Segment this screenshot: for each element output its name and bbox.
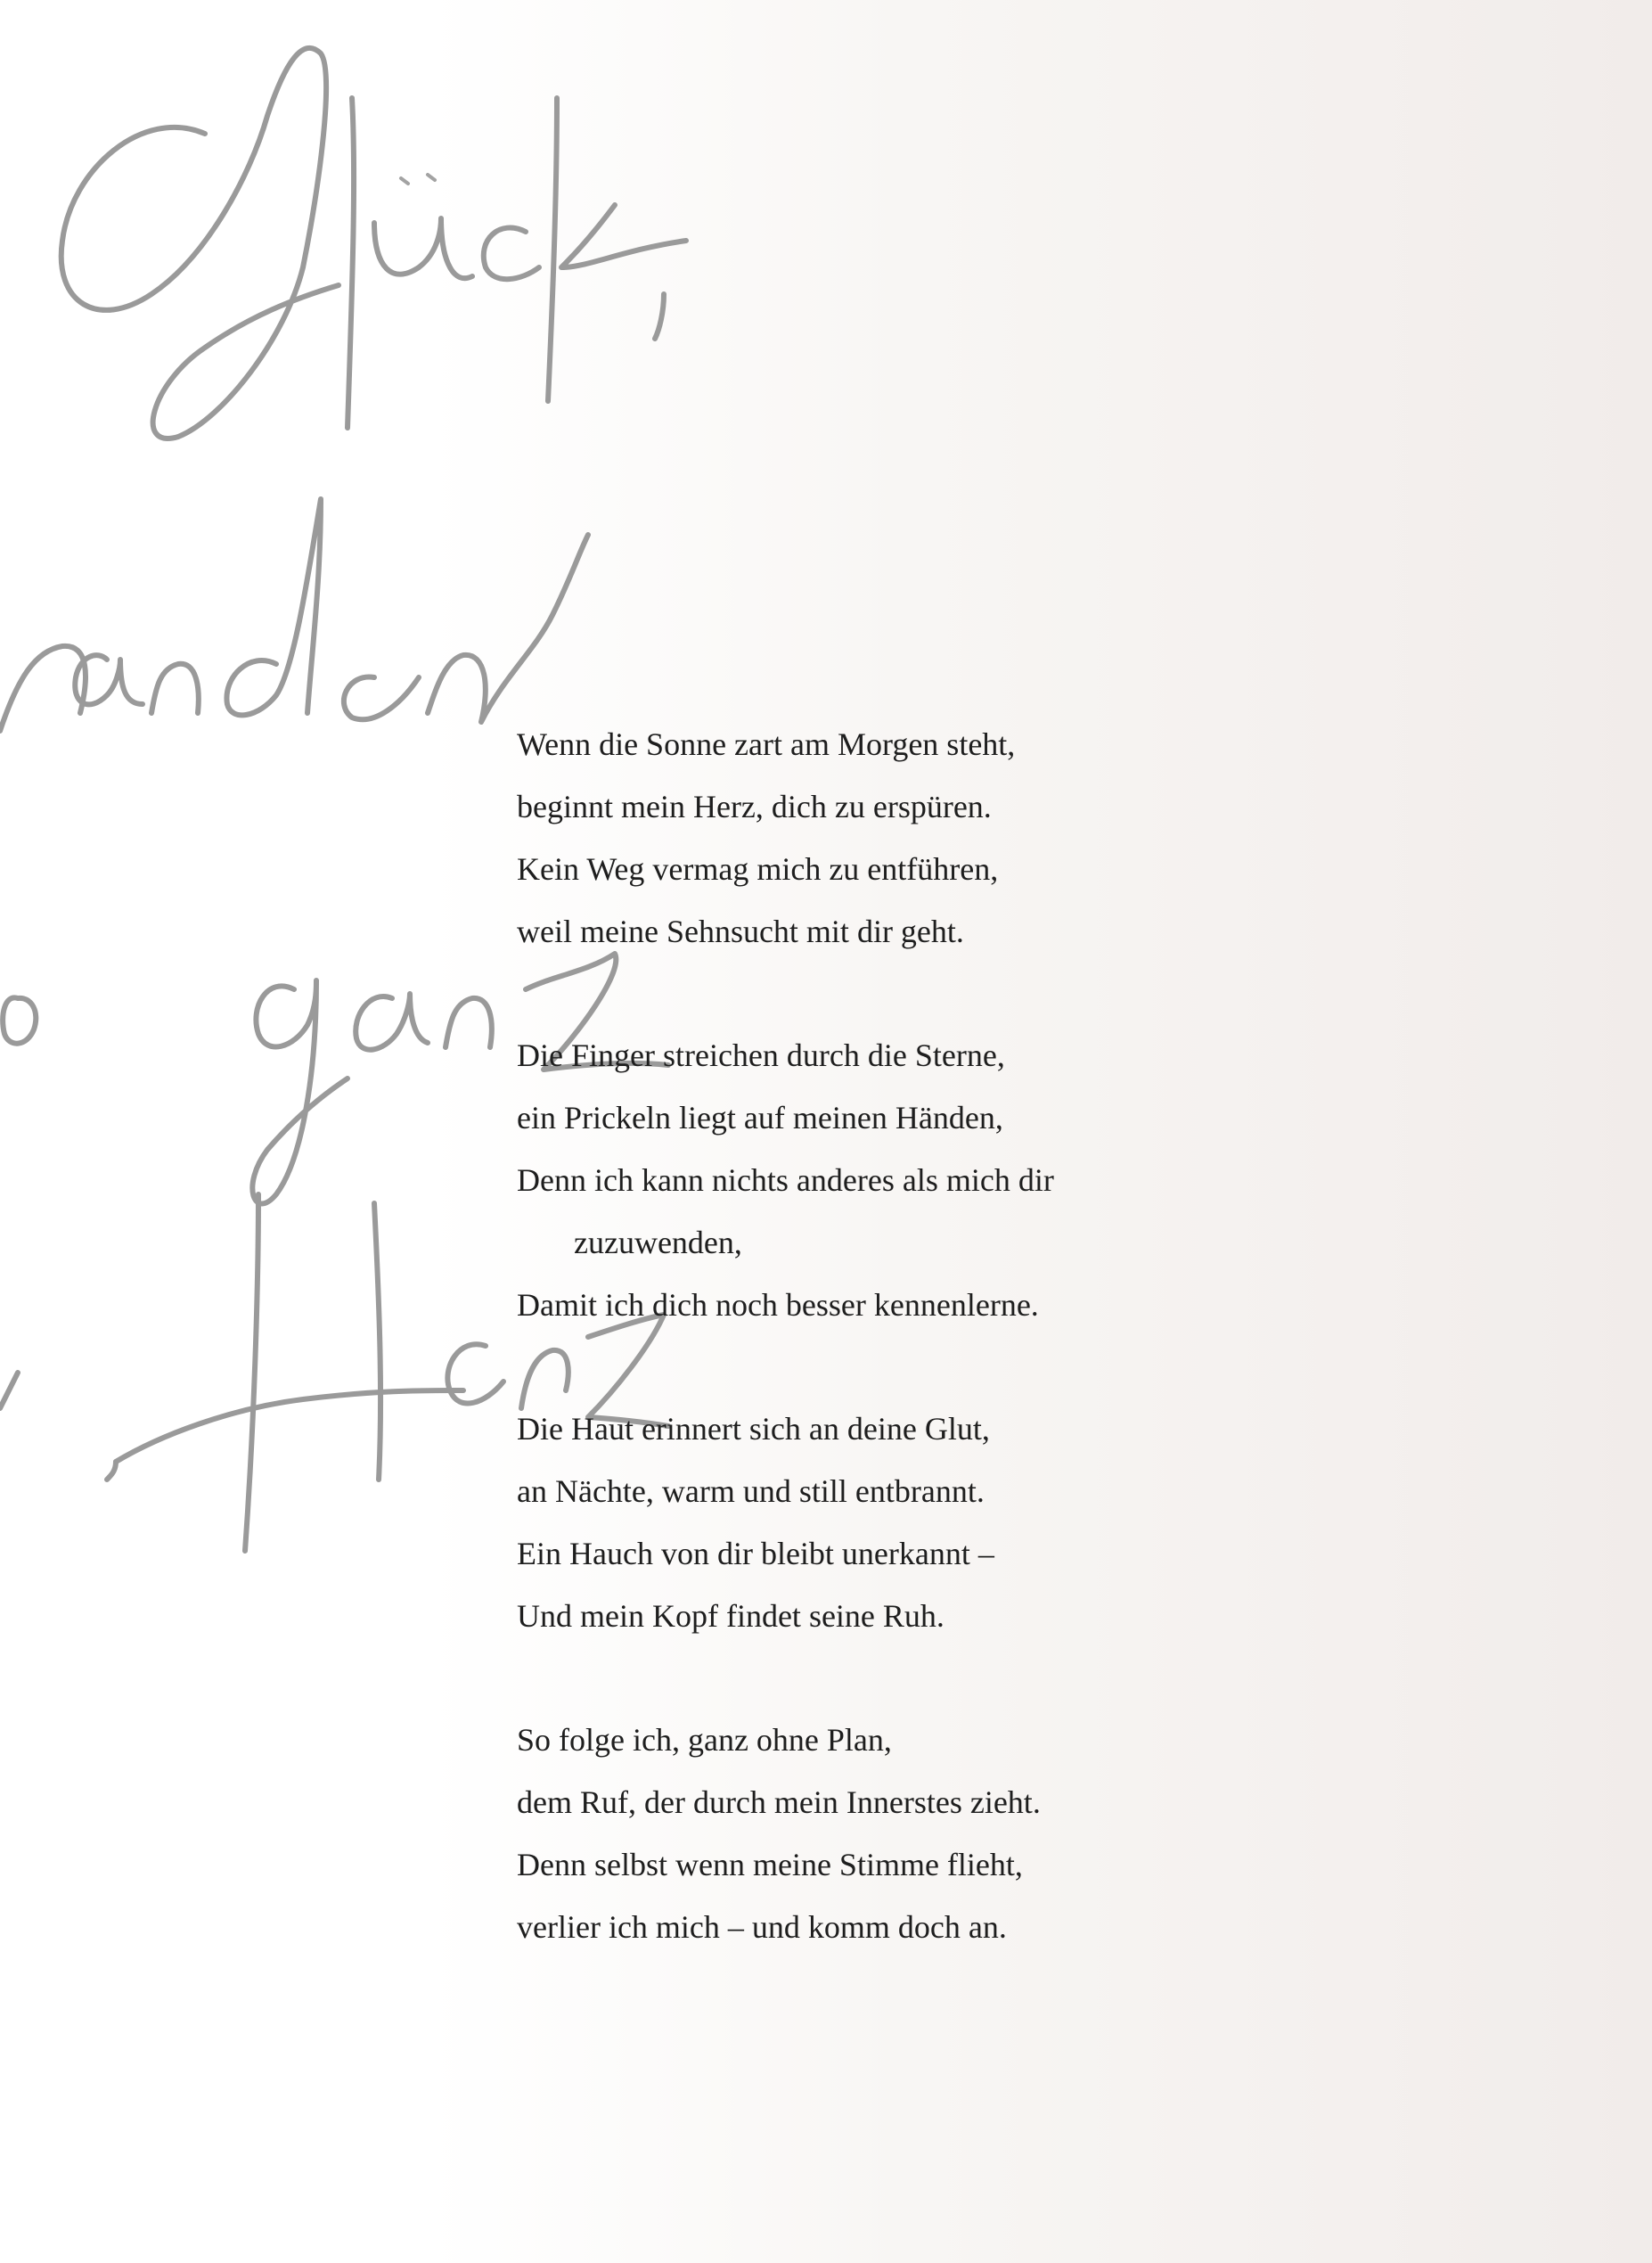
poem-line: Ein Hauch von dir bleibt unerkannt – [517,1536,994,1571]
poem-line: dem Ruf, der durch mein Innerstes zieht. [517,1784,1041,1820]
stanza-1 [517,713,1194,963]
stanza-2 [517,1024,1194,1336]
poem-line: Und mein Kopf findet seine Ruh. [517,1598,945,1634]
poem-line: an Nächte, warm und still entbrannt. [517,1473,985,1509]
stanza-3 [517,1398,1194,1647]
poem-line: beginnt mein Herz, dich zu erspüren. [517,789,992,824]
poem-line: Die Finger streichen durch die Sterne, [517,1037,1005,1073]
poem [517,713,1194,2020]
poem-line: Denn selbst wenn meine Stimme flieht, [517,1847,1023,1882]
poem-line: So folge ich, ganz ohne Plan, [517,1722,892,1758]
poem-line-continuation: zuzuwenden, [574,1225,742,1260]
poem-line: Wenn die Sonne zart am Morgen steht, [517,726,1016,762]
poem-line: ein Prickeln liegt auf meinen Händen, [517,1100,1003,1136]
poem-line: Die Haut erinnert sich an deine Glut, [517,1411,990,1447]
stanza-4 [517,1709,1194,1958]
poem-line: Denn ich kann nichts anderes als mich dir [517,1162,1054,1198]
poem-line: Damit ich dich noch besser kennenlerne. [517,1287,1039,1323]
poem-line: verlier ich mich – und komm doch an. [517,1909,1007,1945]
poem-line: Kein Weg vermag mich zu entführen, [517,851,999,887]
poem-line: weil meine Sehnsucht mit dir geht. [517,914,964,949]
